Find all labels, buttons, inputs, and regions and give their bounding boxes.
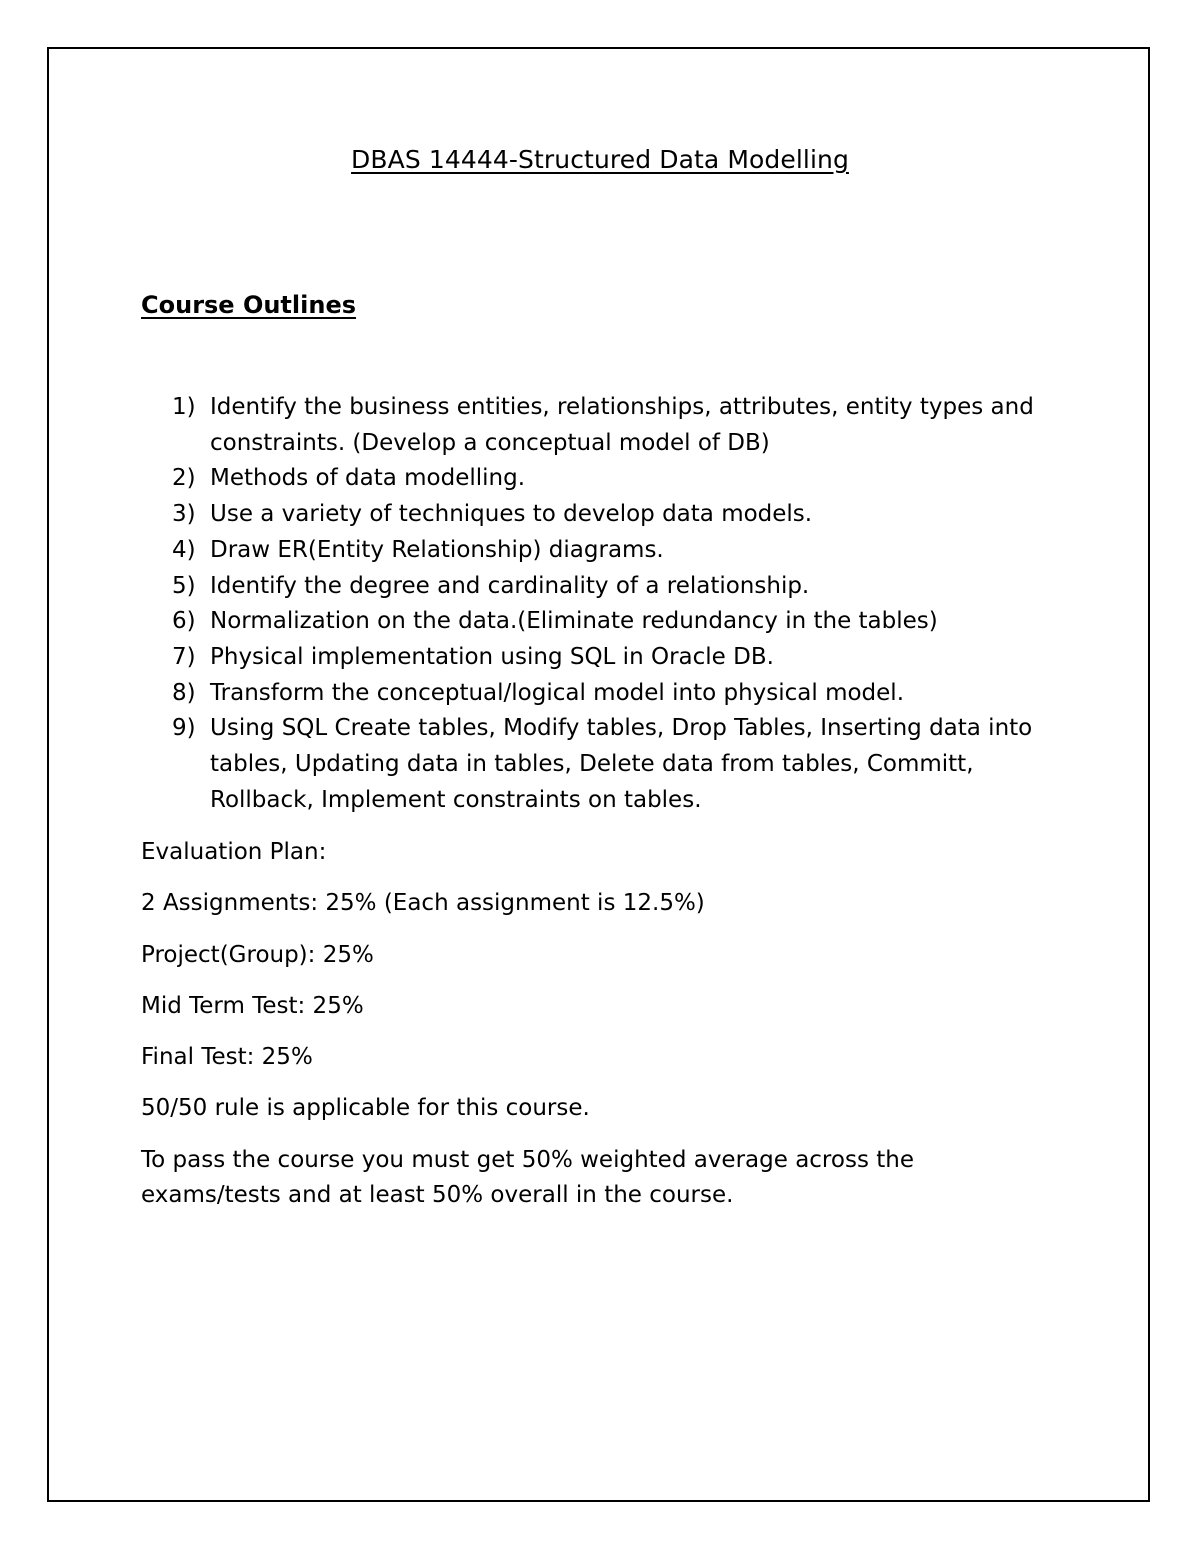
outline-item-text: Identify the business entities, relationships, attributes, entity types and constraints. (Develop a conceptual model of DB) <box>210 394 1034 456</box>
outline-item-text: Physical implementation using SQL in Oracle DB. <box>210 643 774 670</box>
outline-item-number: 8) <box>172 679 196 706</box>
outline-item-text: Transform the conceptual/logical model into physical model. <box>210 679 905 706</box>
final-test-weight: Final Test: 25% <box>141 1044 313 1071</box>
outline-item <box>172 640 1052 676</box>
assignments-weight: 2 Assignments: 25% (Each assignment is 12.5%) <box>141 890 705 917</box>
outline-item <box>172 533 1052 569</box>
outline-item <box>172 711 1052 818</box>
outline-item <box>172 676 1052 712</box>
outline-item <box>172 390 1052 461</box>
fifty-fifty-rule: 50/50 rule is applicable for this course. <box>141 1095 590 1122</box>
outline-item-text: Draw ER(Entity Relationship) diagrams. <box>210 536 664 563</box>
outline-item <box>172 569 1052 605</box>
outline-item <box>172 604 1052 640</box>
outline-item-number: 4) <box>172 536 196 563</box>
outline-item-text: Identify the degree and cardinality of a relationship. <box>210 572 810 599</box>
outline-item-number: 1) <box>172 394 196 420</box>
pass-requirement: To pass the course you must get 50% weighted average across the exams/tests and at least 50% overall in the course. <box>141 1146 914 1209</box>
outline-item-number: 6) <box>172 608 196 635</box>
outline-item-number: 3) <box>172 501 196 528</box>
evaluation-plan-heading: Evaluation Plan: <box>141 839 327 865</box>
outline-item-number: 9) <box>172 715 196 742</box>
evaluation-plan <box>141 835 1041 1230</box>
outline-item-text: Normalization on the data.(Eliminate redundancy in the tables) <box>210 608 938 635</box>
outline-item <box>172 461 1052 497</box>
midterm-weight: Mid Term Test: 25% <box>141 992 364 1019</box>
outline-item-text: Methods of data modelling. <box>210 465 526 492</box>
outline-item-number: 2) <box>172 465 196 492</box>
course-outline-list <box>172 390 1052 818</box>
outline-item-text: Use a variety of techniques to develop data models. <box>210 501 813 528</box>
project-weight: Project(Group): 25% <box>141 941 374 968</box>
outline-item-number: 7) <box>172 643 196 670</box>
outline-item-text: Using SQL Create tables, Modify tables, Drop Tables, Inserting data into tables, Updating data in tables, Delete data from tables, Committ, Rollback, Implement constraints on tables. <box>210 715 1033 813</box>
course-outlines-heading: Course Outlines <box>141 291 357 319</box>
document-title: DBAS 14444-Structured Data Modelling <box>351 145 849 174</box>
outline-item-number: 5) <box>172 572 196 599</box>
outline-item <box>172 497 1052 533</box>
